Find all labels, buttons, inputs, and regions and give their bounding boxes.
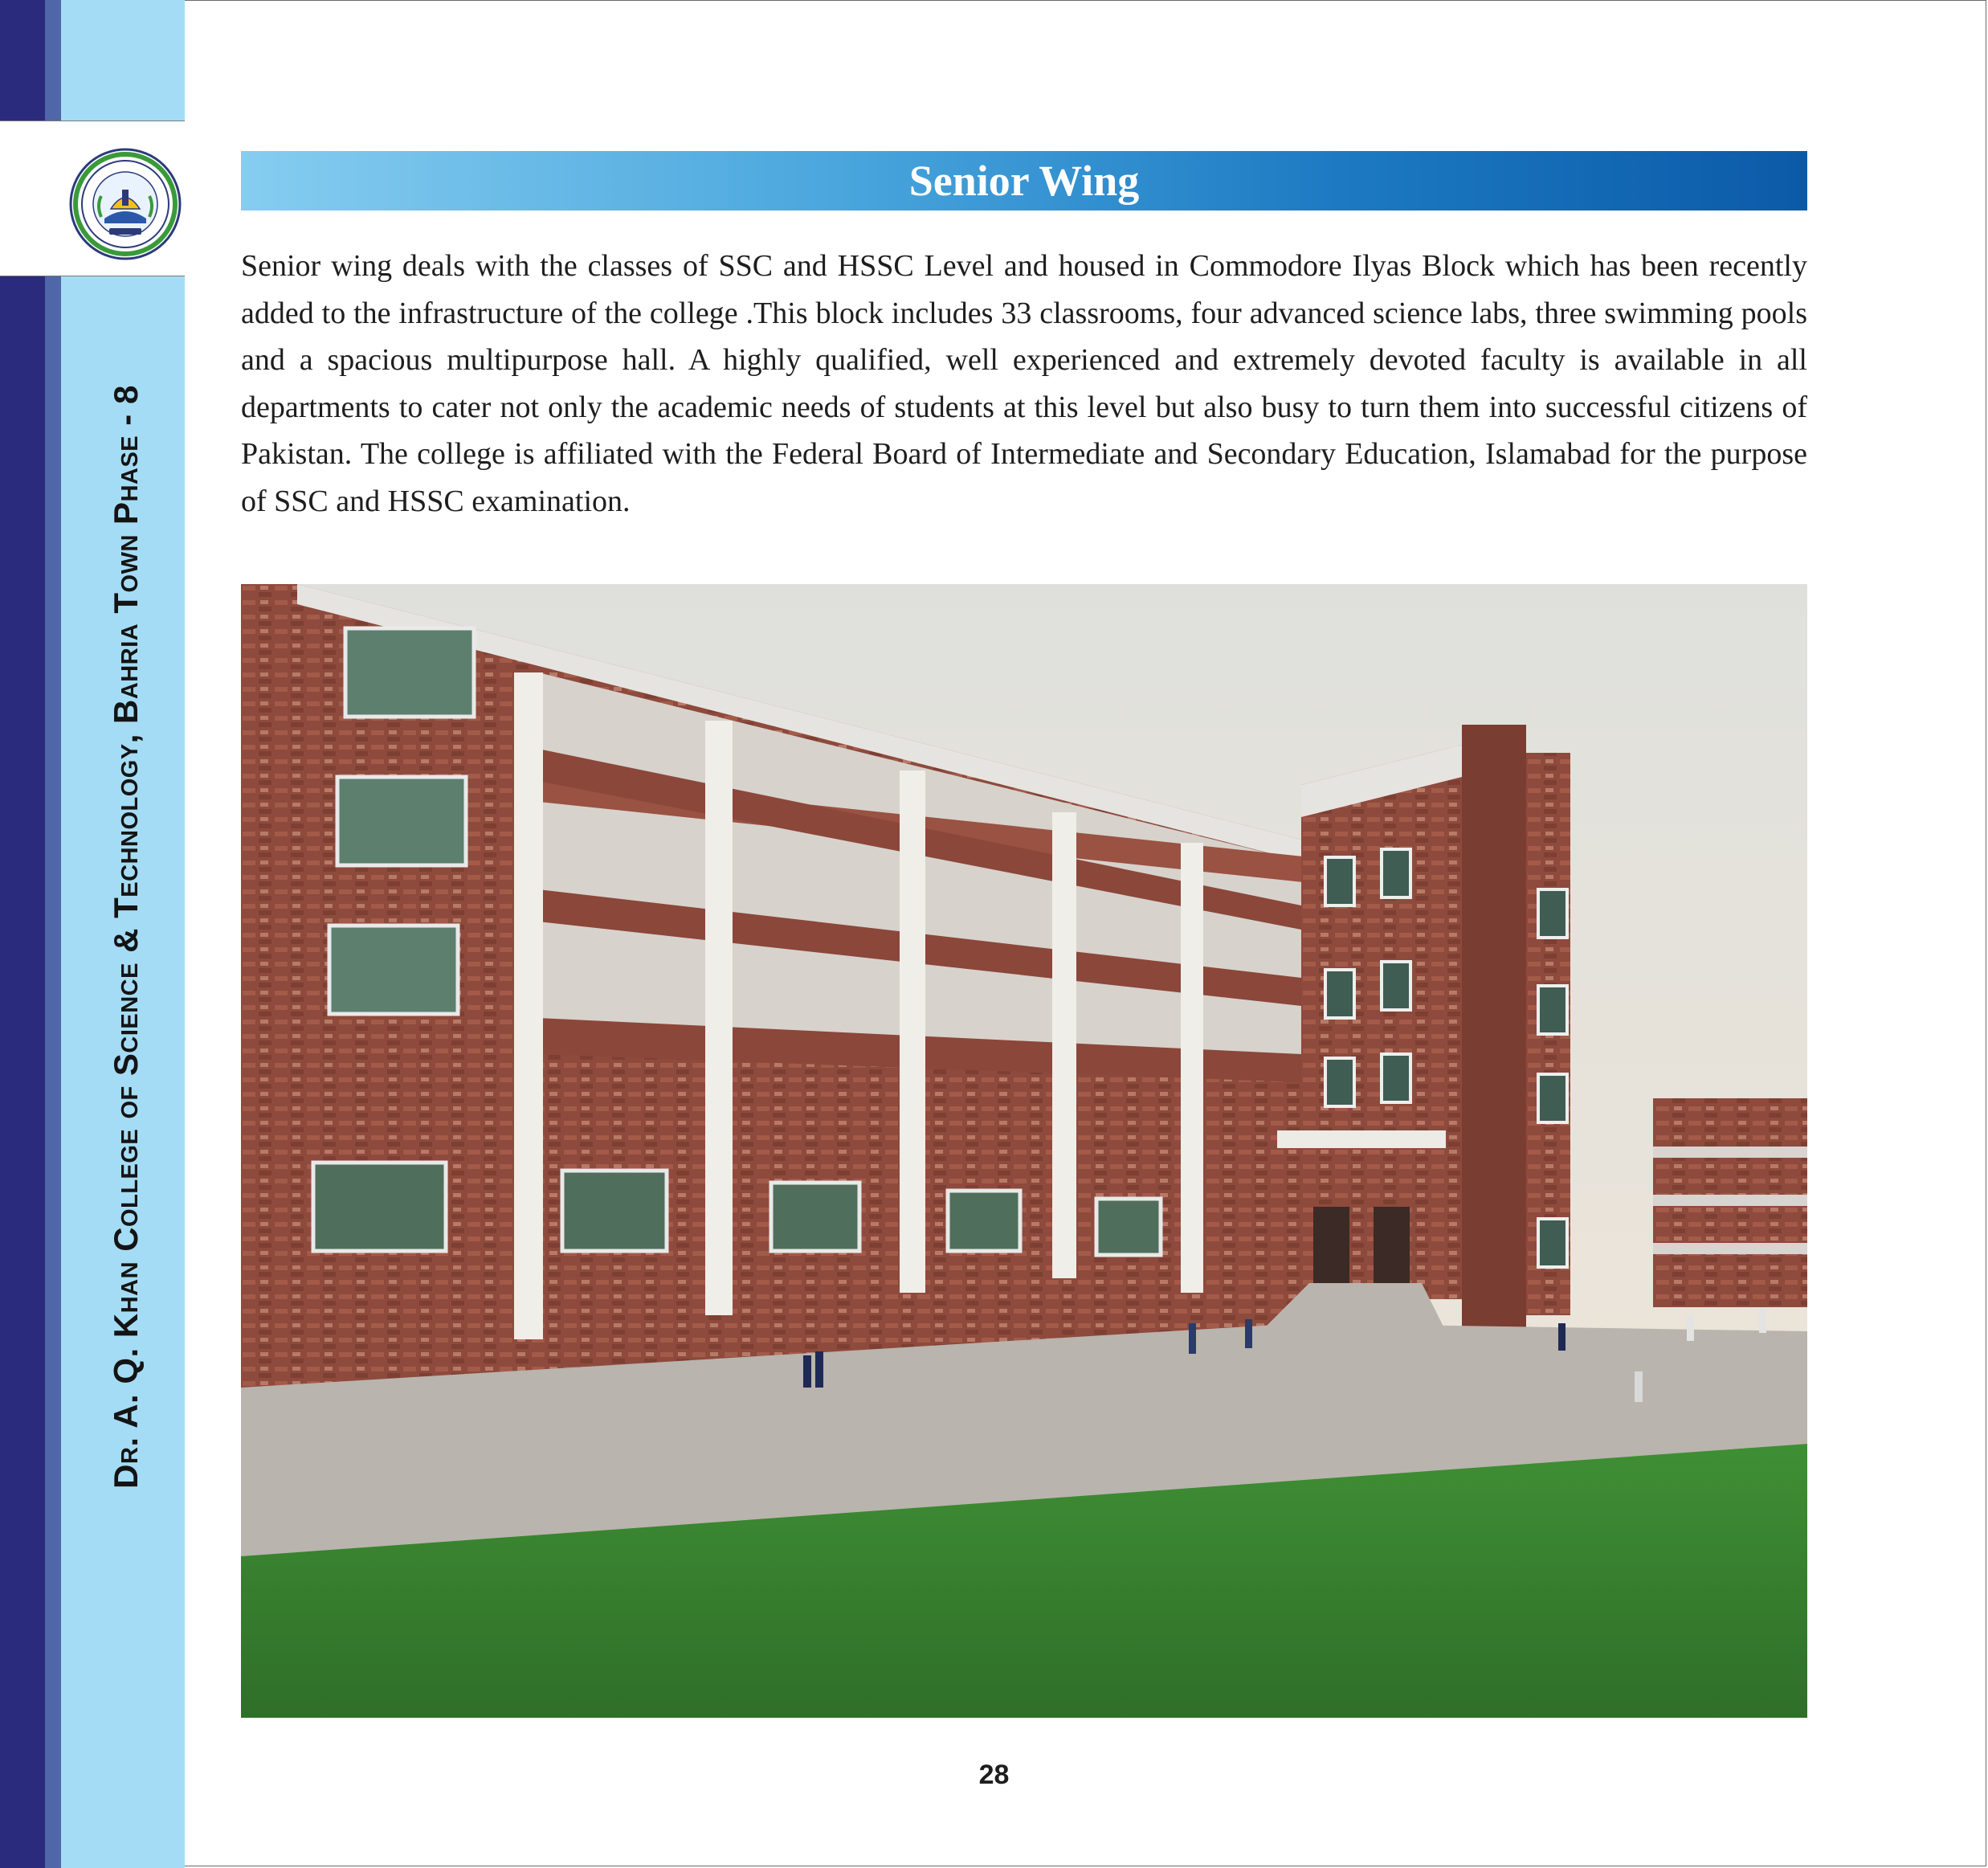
section-title: Senior Wing bbox=[908, 157, 1140, 205]
section-title-bar bbox=[241, 151, 1807, 211]
college-crest-icon bbox=[69, 148, 182, 260]
logo-panel bbox=[0, 121, 185, 276]
side-band-mid bbox=[45, 0, 61, 1868]
vertical-college-name: Dr. A. Q. Khan College of Science & Technology, Bahria Town Phase - 8 bbox=[107, 385, 145, 1489]
senior-wing-building-photo bbox=[241, 584, 1807, 1718]
page-number: 28 bbox=[978, 1760, 1010, 1790]
side-band-navy bbox=[0, 0, 45, 1868]
section-body-text: Senior wing deals with the classes of SSC and HSSC Level and housed in Commodore Ilyas Block which has been recently added to the infrastructure of the college .This block includes 33 classrooms, four advanced science labs, three swimming pools and a spacious multipurpose hall. A highly qualified, well experienced and extremely devoted faculty is available in all departments to cater not only the academic needs of students at this level but also busy to turn them into successful citizens of Pakistan. The college is affiliated with the Federal Board of Intermediate and Secondary Education, Islamabad for the purpose of SSC and HSSC examination. bbox=[241, 249, 1807, 518]
